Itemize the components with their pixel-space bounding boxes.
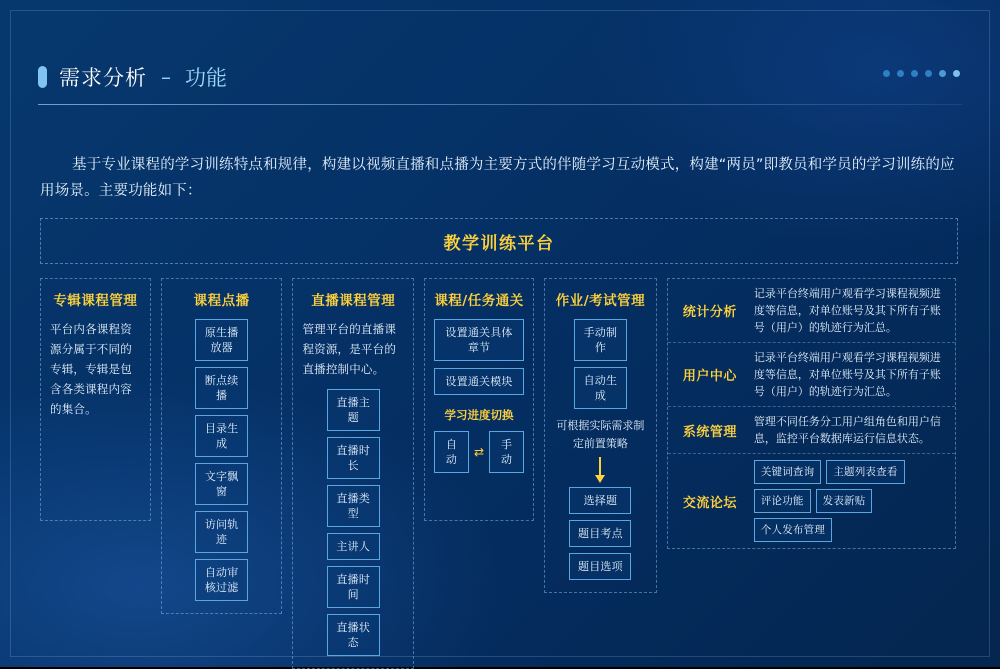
title-accent-bar bbox=[38, 66, 47, 88]
module-body bbox=[752, 343, 955, 406]
module-row-statistics bbox=[668, 279, 955, 343]
chip-auto-mode[interactable]: 自动 bbox=[434, 431, 469, 473]
module-label: 用户中心 bbox=[682, 369, 737, 384]
chip-group bbox=[171, 319, 273, 601]
chip-visit-trace[interactable]: 访问轨迹 bbox=[195, 511, 248, 553]
column-title: 直播课程管理 bbox=[311, 293, 396, 309]
page-subtitle: 功能 bbox=[185, 66, 227, 90]
intro-paragraph: 基于专业课程的学习训练特点和规律，构建以视频直播和点播为主要方式的伴随学习互动模式，构建“两员”即教员和学员的学习训练的应用场景。主要功能如下： bbox=[40, 157, 955, 199]
title-row bbox=[38, 62, 962, 92]
strategy-note: 可根据实际需求制定前置策略 bbox=[556, 419, 645, 450]
dot-icon bbox=[883, 70, 890, 77]
chip-live-topic[interactable]: 直播主题 bbox=[327, 389, 380, 431]
forum-chip-group bbox=[754, 460, 947, 542]
right-module-panel bbox=[667, 278, 956, 549]
title-separator: – bbox=[161, 65, 171, 89]
column-course-task-clearance bbox=[424, 278, 534, 521]
chip-set-clearance-chapter[interactable]: 设置通关具体章节 bbox=[434, 319, 524, 361]
chip-group bbox=[302, 389, 404, 656]
slide-header bbox=[38, 62, 962, 92]
chip-multiple-choice[interactable]: 选择题 bbox=[569, 487, 631, 514]
column-title: 课程点播 bbox=[193, 293, 250, 309]
column-live-course-management bbox=[292, 278, 414, 669]
chip-topic-list-view[interactable]: 主题列表查看 bbox=[826, 460, 904, 484]
chip-lecturer[interactable]: 主讲人 bbox=[327, 533, 380, 560]
dot-icon bbox=[953, 70, 960, 77]
chip-live-status[interactable]: 直播状态 bbox=[327, 614, 380, 656]
column-homework-exam-management bbox=[544, 278, 657, 593]
dot-icon bbox=[939, 70, 946, 77]
chip-manual-mode[interactable]: 手动 bbox=[489, 431, 524, 473]
column-title: 作业/考试管理 bbox=[555, 293, 646, 309]
module-description: 记录平台终端用户观看学习课程视频进度等信息，对单位账号及其下所有子账号（用户）的轨迹行为汇总。 bbox=[753, 351, 941, 398]
chip-native-player[interactable]: 原生播放器 bbox=[195, 319, 248, 361]
progress-switch-label: 学习进度切换 bbox=[444, 408, 514, 422]
module-row-system-management bbox=[668, 407, 955, 454]
column-title: 课程/任务通关 bbox=[434, 293, 524, 309]
chip-new-post[interactable]: 发表新贴 bbox=[816, 489, 873, 513]
chip-resume-playback[interactable]: 断点续播 bbox=[195, 367, 248, 409]
chip-set-clearance-module[interactable]: 设置通关模块 bbox=[434, 368, 524, 395]
swap-arrows-icon: ⇄ bbox=[474, 444, 485, 459]
column-title: 专辑课程管理 bbox=[53, 293, 138, 309]
progress-switch-row bbox=[434, 431, 524, 473]
column-course-vod bbox=[161, 278, 283, 614]
header-divider bbox=[38, 104, 962, 105]
page-title: 需求分析 bbox=[59, 66, 147, 90]
chip-auto-review-filter[interactable]: 自动审核过滤 bbox=[195, 559, 248, 601]
column-album-course-management bbox=[40, 278, 151, 521]
module-description: 管理不同任务分工用户组角色和用户信息，监控平台数据库运行信息状态。 bbox=[753, 415, 941, 445]
question-chip-stack bbox=[554, 487, 647, 580]
chip-question-knowledge-point[interactable]: 题目考点 bbox=[569, 520, 631, 547]
module-row-user-center bbox=[668, 343, 955, 407]
module-body bbox=[752, 454, 955, 548]
dot-icon bbox=[925, 70, 932, 77]
platform-label: 教学训练平台 bbox=[443, 233, 555, 254]
decorative-dots bbox=[883, 70, 960, 77]
chip-catalog-generation[interactable]: 目录生成 bbox=[195, 415, 248, 457]
module-label: 交流论坛 bbox=[682, 495, 737, 511]
chip-live-time[interactable]: 直播时间 bbox=[327, 566, 380, 608]
chip-live-duration[interactable]: 直播时长 bbox=[327, 437, 380, 479]
chip-keyword-search[interactable]: 关键词查询 bbox=[754, 460, 822, 484]
chip-manual-creation[interactable]: 手动制作 bbox=[574, 319, 627, 361]
chip-live-type[interactable]: 直播类型 bbox=[327, 485, 380, 527]
diagram-columns bbox=[40, 278, 956, 669]
module-label: 统计分析 bbox=[682, 305, 737, 320]
chip-group bbox=[554, 319, 647, 409]
down-arrow-icon bbox=[595, 457, 605, 483]
chip-comment-feature[interactable]: 评论功能 bbox=[754, 489, 811, 513]
chip-question-options[interactable]: 题目选项 bbox=[569, 553, 631, 580]
chip-auto-generation[interactable]: 自动生成 bbox=[574, 367, 627, 409]
dot-icon bbox=[911, 70, 918, 77]
platform-banner bbox=[40, 218, 958, 264]
module-description: 记录平台终端用户观看学习课程视频进度等信息，对单位账号及其下所有子账号（用户）的轨迹行为汇总。 bbox=[753, 287, 941, 334]
column-description: 平台内各课程资源分属于不同的专辑，专辑是包含各类课程内容的集合。 bbox=[50, 322, 132, 416]
column-description: 管理平台的直播课程资源，是平台的直播控制中心。 bbox=[302, 322, 397, 376]
module-row-forum bbox=[668, 454, 955, 548]
module-label: 系统管理 bbox=[682, 424, 737, 440]
module-body bbox=[752, 407, 955, 453]
chip-personal-post-management[interactable]: 个人发布管理 bbox=[754, 518, 832, 542]
module-body bbox=[752, 279, 955, 342]
chip-text-float-window[interactable]: 文字飘窗 bbox=[195, 463, 248, 505]
dot-icon bbox=[897, 70, 904, 77]
